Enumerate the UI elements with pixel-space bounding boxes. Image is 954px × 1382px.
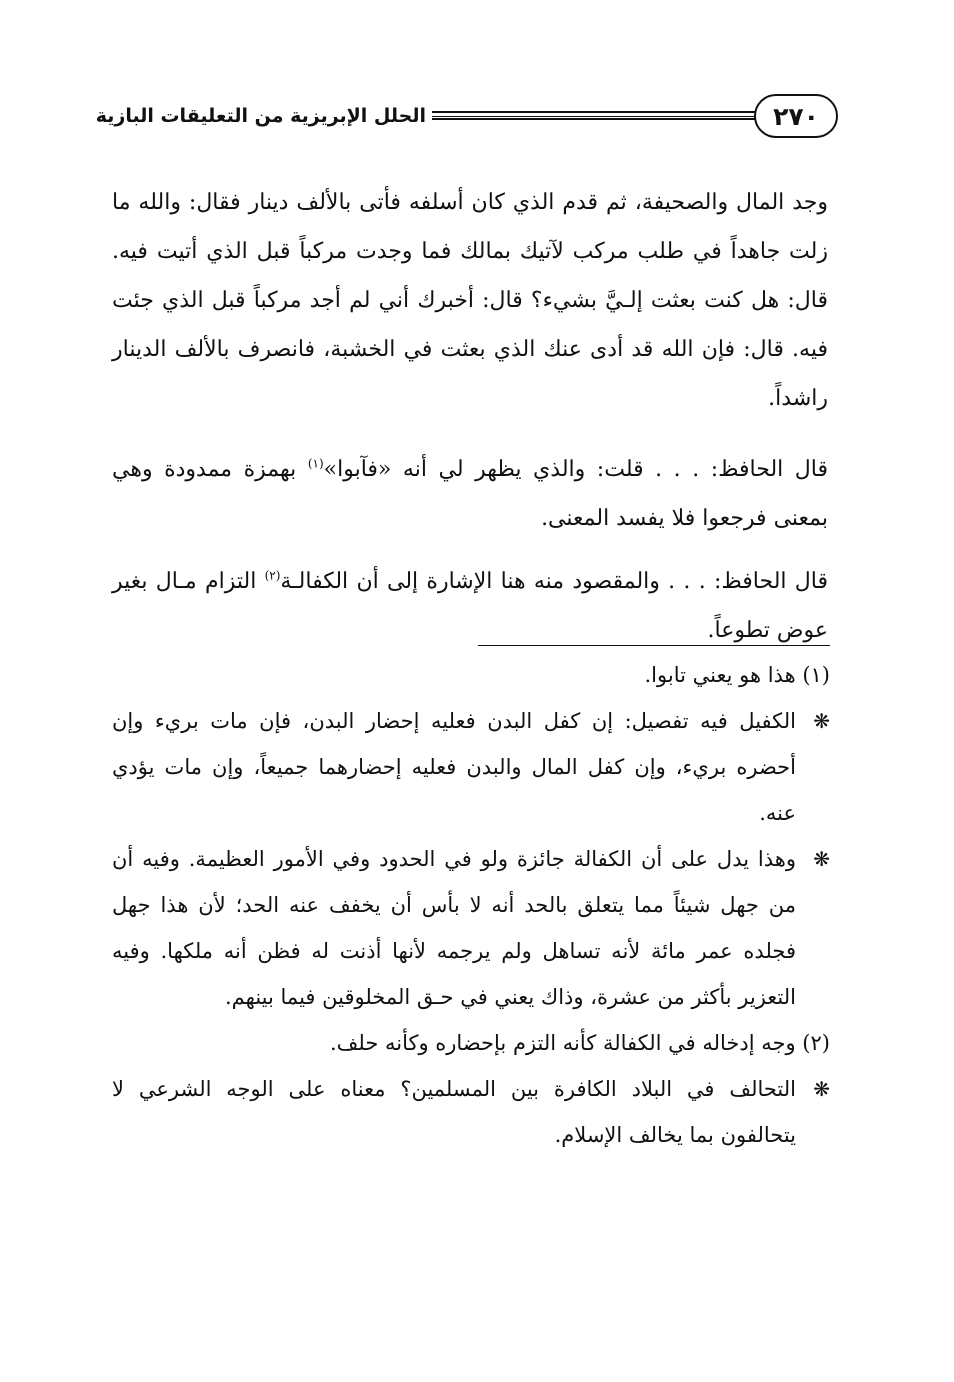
footnote-separator: [478, 645, 830, 646]
footnote: (٢) وجه إدخاله في الكفالة كأنه التزم بإحضاره وكأنه حلف.: [329, 1031, 830, 1055]
paragraph: [112, 445, 828, 543]
running-title: الحلل الإبريزية من التعليقات البازية: [95, 105, 426, 127]
footnote-comment: [112, 698, 830, 836]
paragraph-text: التزام مـال بغير عوض تطوعاً.: [112, 569, 828, 643]
paragraph: [112, 557, 828, 655]
paragraph: وجد المال والصحيفة، ثم قدم الذي كان أسلفه فأتى بالألف دينار فقال: والله ما زلت جاهداً في طلب مركب لآتيك بمالك فما وجدت مركباً قبل الذي أتيت فيه. قال: هل كنت بعثت إلـيَّ بشيء؟ قال: أخبرك أني لم أجد مركباً قبل الذي جئت فيه. قال: فإن الله قد أدى عنك الذي بعثت في الخشبة، فانصرف بالألف الدينار راشداً.: [112, 190, 828, 411]
footnote-reference: (٢): [264, 568, 281, 583]
footnote: (١) هذا هو يعني تابوا.: [644, 663, 830, 687]
paragraph-text: قال الحافظ: . . . قلت: والذي يظهر لي أنه «فآبوا»: [323, 457, 829, 482]
footnote-comment-text: وهذا يدل على أن الكفالة جائزة ولو في الحدود وفي الأمور العظيمة. وفيه أن من جهل شيئاً مما يتعلق بالحد أنه لا بأس أن يخفف عنه الحد؛ لأن هذا جهل فجلده عمر مائة لأنه تساهل ولم يرجمه لأنها أذنت له فظن أنه ملكها. وفيه التعزير بأكثر من عشرة، وذاك يعني في حـق المخلوقين فيما بينهم.: [112, 847, 796, 1009]
page-header: [95, 92, 838, 144]
paragraph-text: بهمزة ممدودة وهي بمعنى فرجعوا فلا يفسد المعنى.: [112, 457, 828, 531]
main-text: [112, 178, 828, 669]
footnote-comment: [112, 1066, 830, 1158]
footnote-reference: (١): [307, 456, 324, 471]
paragraph-text: قال الحافظ: . . . والمقصود منه هنا الإشارة إلى أن الكفالـة: [280, 569, 828, 594]
page-number: ٢٧٠: [754, 94, 838, 138]
footnote-comment: [112, 836, 830, 1020]
asterisk-bullet-icon: ❋: [813, 1077, 830, 1101]
footnote-comment-text: الكفيل فيه تفصيل: إن كفل البدن فعليه إحضار البدن، فإن مات بريء وإن أحضره بريء، وإن كفل المال والبدن فعليه إحضارهما جميعاً، وإن مات يؤدي عنه.: [112, 709, 796, 825]
footnotes: [112, 652, 830, 1158]
footnote-comment-text: التحالف في البلاد الكافرة بين المسلمين؟ معناه على الوجه الشرعي لا يتحالفون بما يخالف الإسلام.: [112, 1077, 796, 1147]
asterisk-bullet-icon: ❋: [813, 847, 830, 871]
asterisk-bullet-icon: ❋: [813, 709, 830, 733]
header-rule: [432, 111, 756, 120]
